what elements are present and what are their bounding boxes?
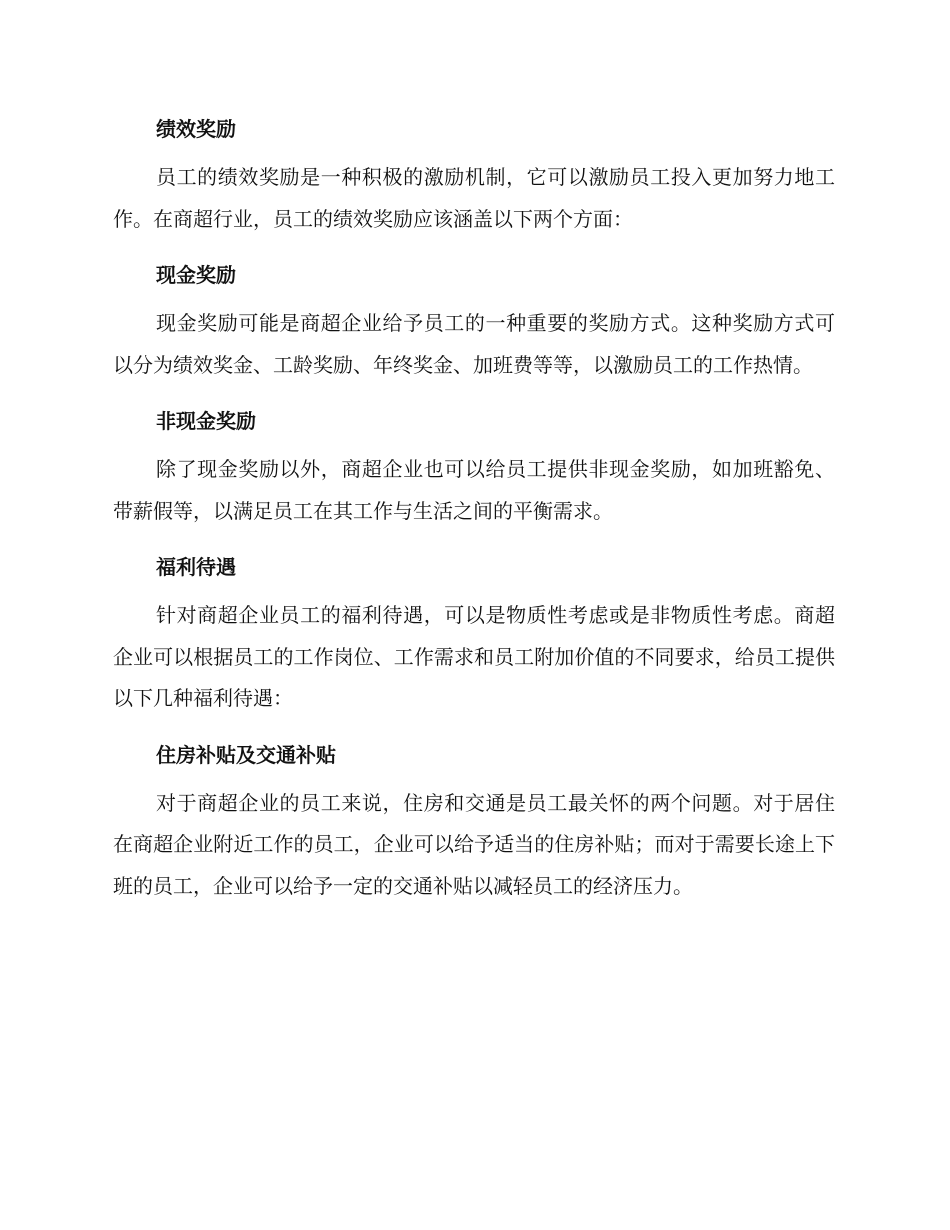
section-heading-performance-reward: 绩效奖励 <box>156 117 236 141</box>
section-heading-non-cash-reward: 非现金奖励 <box>156 409 256 433</box>
section-paragraph-welfare-benefits: 针对商超企业员工的福利待遇，可以是物质性考虑或是非物质性考虑。商超企业可以根据员工的工作岗位、工作需求和员工附加价值的不同要求，给员工提供以下几种福利待遇： <box>113 603 835 710</box>
section-paragraph-cash-reward: 现金奖励可能是商超企业给予员工的一种重要的奖励方式。这种奖励方式可以分为绩效奖金、工龄奖励、年终奖金、加班费等等，以激励员工的工作热情。 <box>113 311 835 377</box>
section-heading-cash-reward: 现金奖励 <box>156 263 236 287</box>
section-paragraph-performance-reward: 员工的绩效奖励是一种积极的激励机制，它可以激励员工投入更加努力地工作。在商超行业，员工的绩效奖励应该涵盖以下两个方面： <box>113 165 835 231</box>
section-paragraph-housing-transport-subsidy: 对于商超企业的员工来说，住房和交通是员工最关怀的两个问题。对于居住在商超企业附近工作的员工，企业可以给予适当的住房补贴；而对于需要长途上下班的员工，企业可以给予一定的交通补贴以减轻员工的经济压力。 <box>113 790 835 898</box>
section-heading-housing-transport-subsidy: 住房补贴及交通补贴 <box>156 742 336 767</box>
document-page <box>113 108 835 921</box>
section-heading-welfare-benefits: 福利待遇 <box>156 555 236 579</box>
section-paragraph-non-cash-reward: 除了现金奖励以外，商超企业也可以给员工提供非现金奖励，如加班豁免、带薪假等，以满足员工在其工作与生活之间的平衡需求。 <box>113 457 835 523</box>
